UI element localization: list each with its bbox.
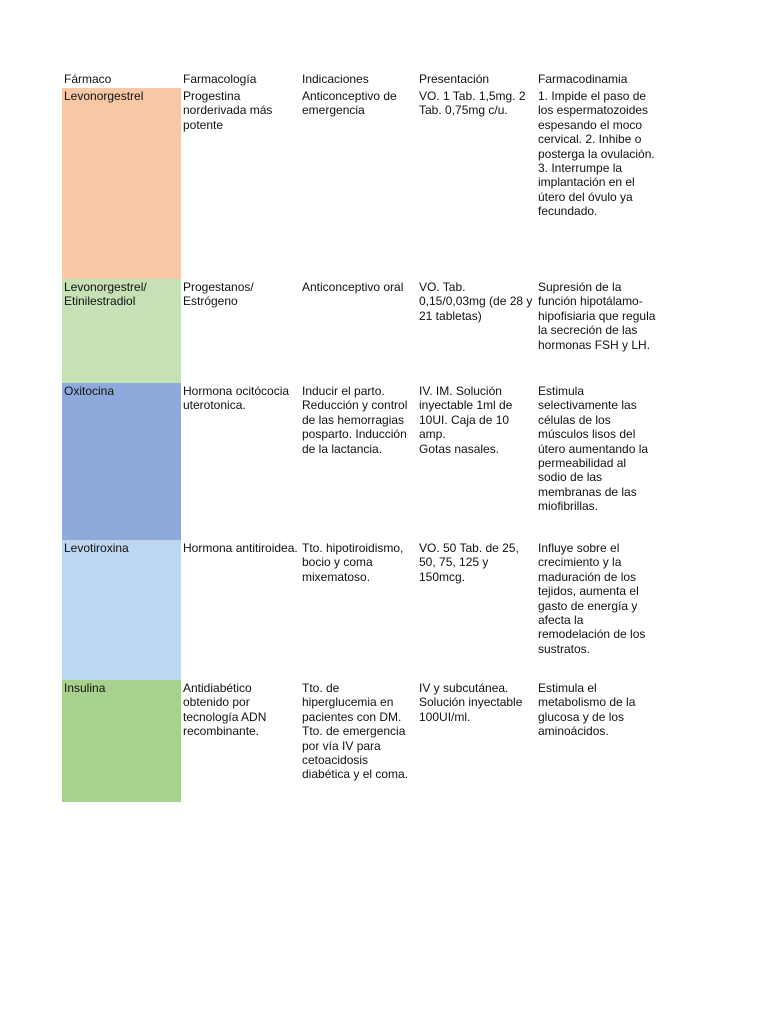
indications-cell: Tto. de hiperglucemia en pacientes con DM. Tto. de emergencia por vía IV para cetoacidosis diabética y el coma. xyxy=(302,681,409,782)
pharmacology-cell: Hormona antitiroidea. xyxy=(183,541,298,555)
table-row xyxy=(62,279,662,383)
table-row xyxy=(62,88,662,279)
indications-cell: Inducir el parto. Reducción y control de las hemorragias posparto. Inducción de la lactancia. xyxy=(302,384,408,456)
drug-name-cell: Levonorgestrel/ Etinilestradiol xyxy=(62,279,181,383)
presentation-cell: VO. Tab. 0,15/0,03mg (de 28 y 21 tabletas) xyxy=(419,280,533,323)
header-farmacologia: Farmacología xyxy=(183,72,257,86)
pharmacology-cell: Antidiabético obtenido por tecnología ADN recombinante. xyxy=(183,681,267,739)
header-farmacodinamia: Farmacodinamia xyxy=(538,72,628,86)
pharmacodynamics-cell: Supresión de la función hipotálamo-hipofisiaria que regula la secreción de las hormonas FSH y LH. xyxy=(538,280,656,352)
pharmacodynamics-cell: Estimula selectivamente las células de los músculos lisos del útero aumentando la permeabilidad al sodio de las membranas de las miofibrillas. xyxy=(538,384,649,514)
indications-cell: Anticonceptivo oral xyxy=(302,280,404,294)
indications-cell: Anticonceptivo de emergencia xyxy=(302,89,397,118)
drug-name-cell: Oxitocina xyxy=(62,383,181,540)
pharmacodynamics-cell: 1. Impide el paso de los espermatozoides espesando el moco cervical. 2. Inhibe o posterga la ovulación. 3. Interrumpe la implantación en el útero del óvulo ya fecundado. xyxy=(538,89,655,219)
drug-table xyxy=(62,71,662,802)
pharmacology-cell: Progestanos/ Estrógeno xyxy=(183,280,254,309)
drug-name-cell: Levonorgestrel xyxy=(62,88,181,279)
header-presentacion: Presentación xyxy=(419,72,490,86)
pharmacology-cell: Hormona ocitócocia uterotonica. xyxy=(183,384,290,413)
pharmacodynamics-cell: Influye sobre el crecimiento y la maduración de los tejidos, aumenta el gasto de energía y afecta la remodelación de los sustratos. xyxy=(538,541,646,656)
drug-name-cell: Levotiroxina xyxy=(62,540,181,680)
presentation-cell: IV. IM. Solución inyectable 1ml de 10UI. Caja de 10 amp. Gotas nasales. xyxy=(419,384,513,456)
pharmacodynamics-cell: Estimula el metabolismo de la glucosa y de los aminoácidos. xyxy=(538,681,636,739)
header-indicaciones: Indicaciones xyxy=(302,72,369,86)
table-row xyxy=(62,540,662,680)
presentation-cell: VO. 50 Tab. de 25, 50, 75, 125 y 150mcg. xyxy=(419,541,519,584)
presentation-cell: VO. 1 Tab. 1,5mg. 2 Tab. 0,75mg c/u. xyxy=(419,89,526,118)
table-header-row xyxy=(62,71,662,88)
drug-name-cell: Insulina xyxy=(62,680,181,802)
pharmacology-cell: Progestina norderivada más potente xyxy=(183,89,273,132)
presentation-cell: IV y subcutánea. Solución inyectable 100UI/ml. xyxy=(419,681,523,724)
header-farmaco: Fármaco xyxy=(64,72,112,86)
table-row xyxy=(62,383,662,540)
table-row xyxy=(62,680,662,802)
indications-cell: Tto. hipotiroidismo, bocio y coma mixematoso. xyxy=(302,541,404,584)
